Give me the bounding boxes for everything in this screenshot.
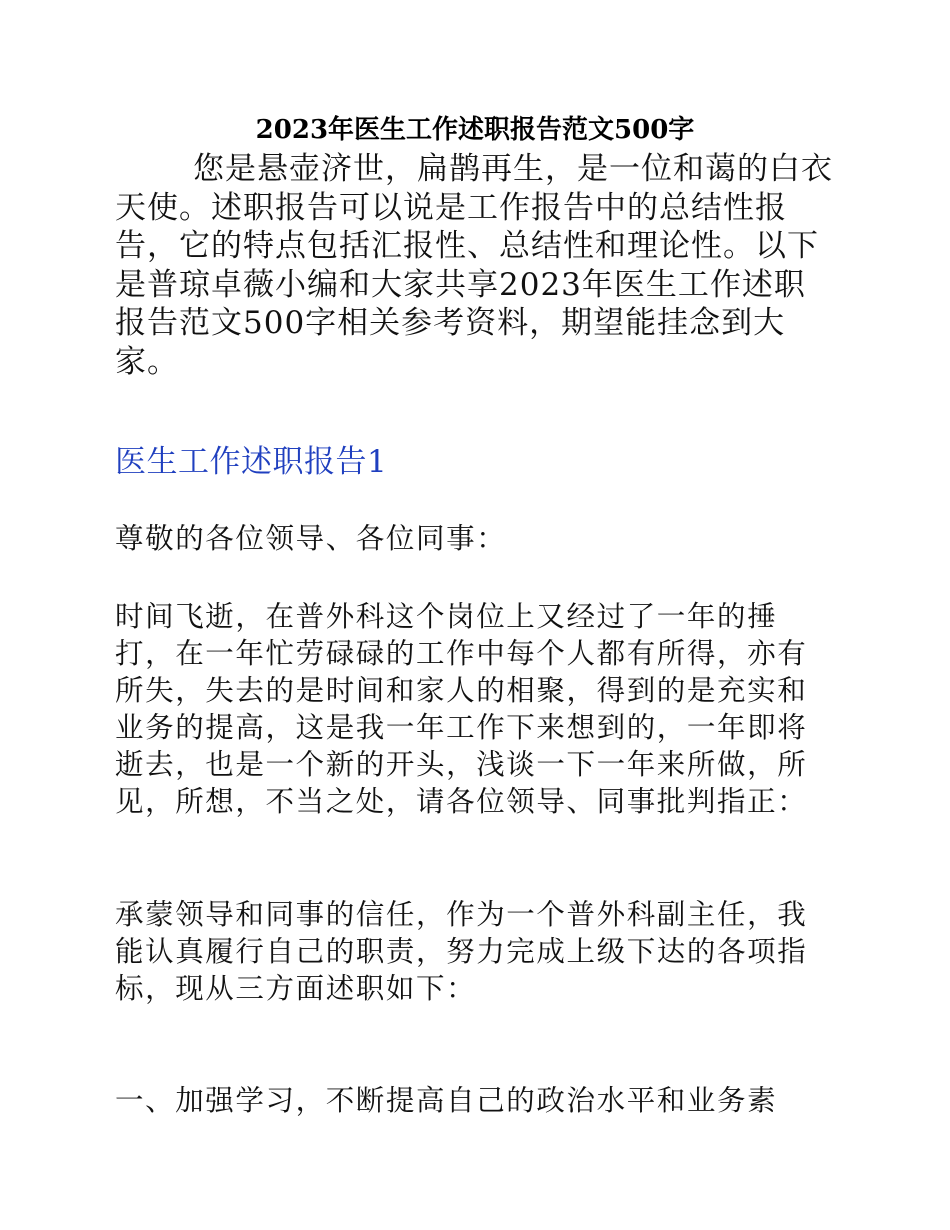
- section-heading: 医生工作述职报告1: [115, 444, 388, 480]
- document-title: 2023年医生工作述职报告范文500字: [255, 115, 695, 145]
- intro-text: 您是悬壶济世，扁鹊再生，是一位和蔼的白衣天使。述职报告可以说是工作报告中的总结性报告，它的特点包括汇报性、总结性和理论性。以下是普琼卓薇小编和大家共享2023年医生工作述职报告范文500字相关参考资料，期望能挂念到大家。: [115, 151, 833, 380]
- intro-paragraph: [115, 150, 835, 381]
- paragraph-salutation: 尊敬的各位领导、各位同事：: [115, 522, 507, 555]
- paragraph-review: 时间飞逝，在普外科这个岗位上又经过了一年的捶打，在一年忙劳碌碌的工作中每个人都有所得，亦有所失，失去的是时间和家人的相聚，得到的是充实和业务的提高，这是我一年工作下来想到的，一年即将逝去，也是一个新的开头，浅谈一下一年来所做，所见，所想，不当之处，请各位领导、同事批判指正：: [115, 600, 808, 818]
- paragraph-section-one: 一、加强学习，不断提高自己的政治水平和业务素: [115, 1084, 778, 1117]
- paragraph-duties: 承蒙领导和同事的信任，作为一个普外科副主任，我能认真履行自己的职责，努力完成上级下达的各项指标，现从三方面述职如下：: [115, 898, 808, 1005]
